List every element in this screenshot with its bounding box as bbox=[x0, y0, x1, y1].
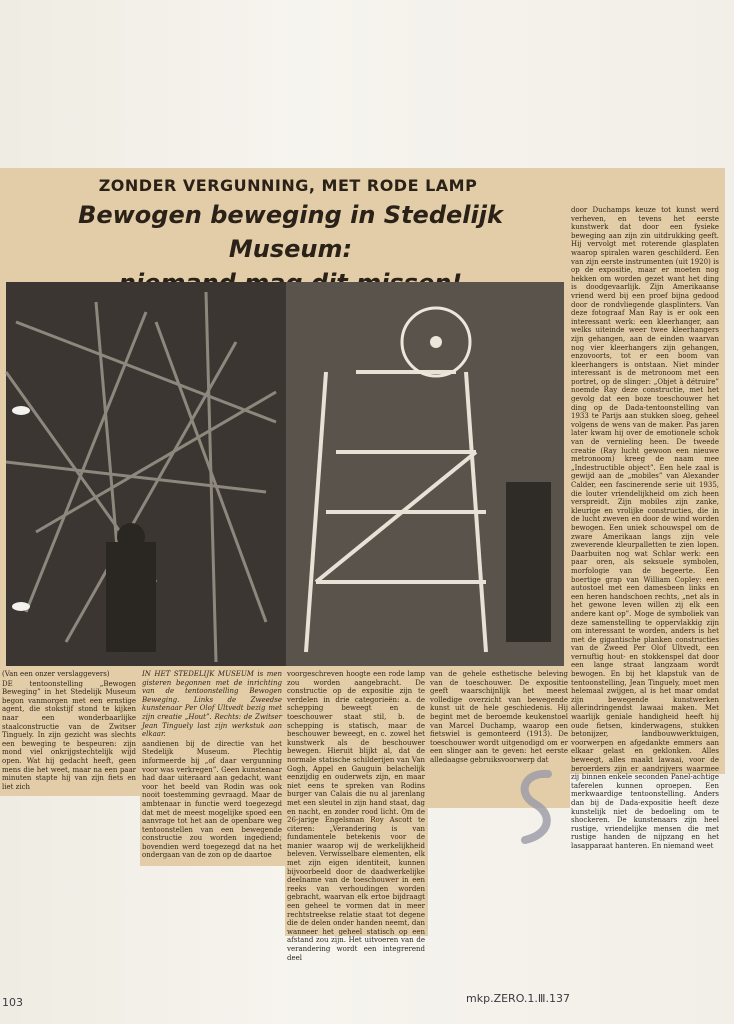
punch-hole bbox=[12, 406, 30, 415]
article-photo bbox=[6, 282, 564, 666]
photo-caption: IN HET STEDELIJK MUSEUM is men gisteren begonnen met de inrichting van de tentoonstelling Bewogen Beweging. Links de Zweedse kunstenaar Per Olof Ultvedt bezig met zijn creatie „Hout”. Rechts: de Zwitser Jean Tinguely last zijn werkstuk aan elkaar. bbox=[142, 670, 282, 739]
pencil-mark bbox=[503, 762, 573, 862]
article-kicker: ZONDER VERGUNNING, MET RODE LAMP bbox=[98, 176, 478, 195]
column-2-text: aandienen bij de directie van het Stedelijk Museum. Plechtig informeerde hij „of daar vergunning voor was verkregen”. Geen kunstenaar had daar uiteraard aan gedacht, want voor het beeld van Rodin was ook nooit toestemming gevraagd. Maar de ambtenaar in functie werd toegezegd dat met de meest mogelijke spoed een aanvrage tot het aan de openbare weg tentoonstellen van een bewegende constructie zou worden ingediend; bovendien werd toegezegd dat na het ondergaan van de zon op de daartoe bbox=[142, 739, 282, 860]
article-column-3 bbox=[287, 670, 425, 962]
column-1-text: DE tentoonstelling „Bewogen Beweging” in het Stedelijk Museum begon vanmorgen met een ernstige agent, die stokstijf stond te kijken naar een wonderbaarlijke staalconstructie van de Zwitser Tinguely. In zijn gezicht was slechts een beweging te bespeuren: zijn mond viel onkrijgstechtelijk wijd open. Wat hij gedacht heeft, geen mens die het weet, maar na een paar minuten stapte hij van zijn fiets en liet zich bbox=[2, 679, 136, 791]
column-3-text: voorgeschreven hoogte een rode lamp zou worden aangebracht. De constructie op de expositie zijn te verdelen in drie categorieën: a. de schepping beweegt en de toeschouwer staat stil, b. de schepping is statisch, maar de beschouwer beweegt, en c. zowel het kunstwerk als de beschouwer bewegen. Hieruit blijkt al, dat de normale statische schilderijen van Van Gogh, Appel en Gauguin belachelijk eenzijdig en ouderwets zijn, en maar niet eens te spreken van Rodins burger van Calais die nu al jarenlang met een sleutel in zijn hand staat, dag en nacht, en zonder rood licht. Om de 26-jarige Engelsman Roy Ascott te citeren: „Verandering is van fundamentele betekenis voor de manier waarop wij de werkelijkheid beleven. Verwisselbare elementen, elk met zijn eigen identiteit, kunnen bijvoorbeeld door de daadwerkelijke deelname van de toeschouwer in een reeks van verhoudingen worden gebracht, waarvan elk ertoe bijdraagt een geheel te vormen dat in meer rechtstreekse relatie staat tot degene die de delen onder handen neemt, dan wanneer het geheel statisch op een afstand zou zijn. Het uitvoeren van de verandering wordt een integrerend deel bbox=[287, 670, 425, 962]
byline: (Van een onzer verslaggevers) bbox=[2, 670, 110, 678]
column-4-text: van de gehele esthetische beleving van de toeschouwer. De expositie geeft waarschijnlijk het meest volledige overzicht van bewegende kunst uit de hele geschiedenis. Hij begint met de beroemde keukenstoel van Marcel Duchamp, waarop een fietswiel is gemonteerd (1913). De toeschouwer wordt uitgenodigd om er een slinger aan te geven: het eerste alledaagse gebruiksvoorwerp dat bbox=[430, 670, 568, 764]
punch-hole bbox=[12, 602, 30, 611]
article-column-2 bbox=[142, 670, 282, 866]
newspaper-clipping bbox=[0, 168, 725, 962]
headline-line-1: Bewogen beweging in Stedelijk Museum: bbox=[78, 201, 503, 263]
archive-reference-right: mkp.ZERO.1.Ⅲ.137 bbox=[466, 992, 570, 1005]
article-column-1 bbox=[2, 670, 136, 794]
column-5-text: door Duchamps keuze tot kunst werd verheven, en tevens het eerste kunstwerk dat door een fysieke beweging aan zijn zin uitdrukking geeft. Hij vervolgt met roterende glasplaten waarop spiralen waren geschilderd. Een van zijn eerste instrumenten (uit 1920) is op de expositie, maar er moeten nog hekken om worden gezet want het ding is doodgevaarlijk. Zijn Amerikaanse vriend werd bij een proef bijna gedood door de rondvliegende glasplinters. Van deze fotograaf Man Ray is er ook een interessant werk: een kleerhanger, aan welks uiteinde weer twee kleerhangers zijn gehangen, aan de einden waarvan nog vier kleerhangers zijn gehangen, enzovoorts, tot er een boom van kleerhangers is ontstaan. Niet minder interessant is de metronoom met een portret, op de slinger: „Objet à détruire” noemde Ray deze constructie, met het gevolg dat een boze toeschouwer het ding op de Dada-tentoonstelling van 1933 te Parijs aan stukken sloeg, geheel volgens de wens van de maker. Pas jaren later kwam hij over de emotionele schok van de vernieling heen. De tweede creatie (Ray lucht gewoon een nieuwe metronoom) kreeg de naam mee „Indestructible object”. Een hele zaal is gewijd aan de „mobiles” van Alexander Calder, een fascinerende serie uit 1935, die louter vriendelijkheid om zich heen verspreidt. Zijn mobiles zijn zanke, kleurige en vrolijke constructies, die in de lucht zweven en door de wind worden bewogen. Een uniek schouwspel om de zware Amerikaan langs zijn vele zweverende kleurpalletten te zien lopen. Daarbuiten nog wat Schlar werk: een paar oren, als seksuele symbolen, morfologie van de begeerte. Een boertige grap van William Copley: een autostoel met een damesbeen links en een heren handschoen rechts, „net als in het gewone leven willen zij elk een andere kant op”. Moge de symboliek van deze samenstelling te oppervlakkig zijn om interessant te worden, anders is het met de gigantische planken constructies van de Zweed Per Olof Ultvedt, een vernuftig hout- en stokkenspel dat door een lange straat langzaam wordt bewogen. En bij het klapstuk van de tentoonstelling, Jean Tinguely, moet men helemaal zwijgen, al is het maar omdat zijn bewegende kunstwerken allerindringendst lawaai maken. Met waarlijk geniale handigheid heeft hij oude fietsen, kinderwagens, stukken betonijzer, landbouwwerktuigen, voorwerpen en afgedankte emmers aan elkaar gelast en geklonken. Alles beweegt, alles maakt lawaai, voor de beroerders zijn er aandrijvers waarmee zij binnen enkele seconden Panel-achtige taferelen kunnen oproepen. Een merkwaardige tentoonstelling. Anders dan bij de Dada-expositie heeft deze kunstelijk niet de bedoeling om te shockeren. De kunstenaars zijn heel rustige, vriendelijke mensen die met rustige handen de nijpzang en het lasapparaat hanteren. En niemand weet bbox=[571, 206, 719, 850]
archive-number-left: 103 bbox=[2, 996, 23, 1009]
article-column-right bbox=[571, 206, 719, 850]
photo-illustration bbox=[6, 282, 564, 666]
